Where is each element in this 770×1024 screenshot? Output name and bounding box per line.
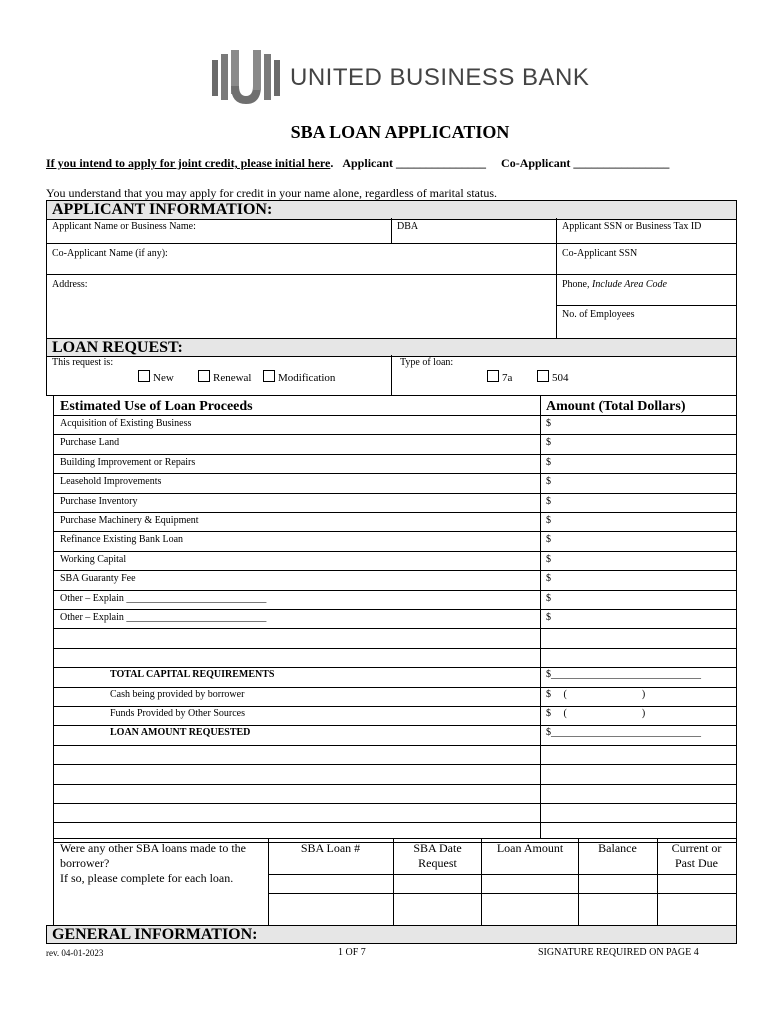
phone-field[interactable] — [562, 279, 667, 290]
cash-borrower-label: Cash being provided by borrower — [110, 689, 245, 700]
coapplicant-name-field[interactable]: Co-Applicant Name (if any): — [52, 248, 168, 259]
proceeds-row-label: Other – Explain ____________________________ — [60, 593, 267, 604]
checkbox-7a[interactable] — [487, 370, 512, 384]
other-sources-value[interactable]: $ ( ) — [546, 708, 646, 719]
coapplicant-ssn-field[interactable]: Co-Applicant SSN — [562, 248, 638, 259]
loan-amount-label: LOAN AMOUNT REQUESTED — [110, 727, 251, 738]
proceeds-row-amount[interactable]: $ — [546, 515, 551, 526]
proceeds-row-label: Purchase Inventory — [60, 496, 138, 507]
checkbox-renewal-label: Renewal — [213, 372, 252, 384]
revision-date: rev. 04-01-2023 — [46, 948, 104, 958]
joint-credit-text: If you intend to apply for joint credit, please initial here — [46, 156, 331, 170]
coapplicant-initial-field[interactable]: Co-Applicant ________________ — [501, 156, 670, 170]
signature-note: SIGNATURE REQUIRED ON PAGE 4 — [538, 947, 699, 958]
proceeds-row-amount[interactable]: $ — [546, 554, 551, 565]
checkbox-modification-label: Modification — [278, 372, 336, 384]
checkbox-new[interactable] — [138, 370, 174, 384]
col-sba-loan-number: SBA Loan # — [300, 841, 361, 855]
col-loan-amount: Loan Amount — [496, 841, 564, 855]
proceeds-row-amount[interactable]: $ — [546, 418, 551, 429]
cash-borrower-value[interactable]: $ ( ) — [546, 689, 646, 700]
checkbox-504[interactable] — [537, 370, 569, 384]
bank-name: UNITED BUSINESS BANK — [290, 64, 590, 91]
phone-label: Phone, — [562, 279, 590, 290]
proceeds-row-label: Leasehold Improvements — [60, 476, 162, 487]
checkbox-new-box[interactable] — [138, 370, 150, 382]
proceeds-row-amount[interactable]: $ — [546, 573, 551, 584]
other-sources-label: Funds Provided by Other Sources — [110, 708, 245, 719]
bank-logo-mark — [212, 50, 280, 106]
proceeds-row-label: Building Improvement or Repairs — [60, 457, 196, 468]
proceeds-row-amount[interactable]: $ — [546, 534, 551, 545]
proceeds-row-label: Acquisition of Existing Business — [60, 418, 192, 429]
proceeds-row-label: Purchase Land — [60, 437, 120, 448]
proceeds-row-amount[interactable]: $ — [546, 437, 551, 448]
checkbox-new-label: New — [153, 372, 174, 384]
col-current-past-due: Current or Past Due — [671, 841, 722, 870]
marital-notice: You understand that you may apply for credit in your name alone, regardless of marital status. — [46, 186, 498, 200]
proceeds-row-amount[interactable]: $ — [546, 457, 551, 468]
col-balance: Balance — [598, 841, 637, 855]
page-number: 1 OF 7 — [338, 947, 366, 958]
proceeds-header: Estimated Use of Loan Proceeds — [60, 399, 253, 414]
checkbox-504-label: 504 — [552, 372, 569, 384]
general-info-title: GENERAL INFORMATION: — [52, 926, 258, 943]
employees-field[interactable]: No. of Employees — [562, 309, 635, 320]
proceeds-row-label: SBA Guaranty Fee — [60, 573, 136, 584]
applicant-name-field[interactable]: Applicant Name or Business Name: — [52, 221, 196, 232]
proceeds-row-amount[interactable]: $ — [546, 612, 551, 623]
bank-logo — [212, 50, 590, 106]
applicant-ssn-field[interactable]: Applicant SSN or Business Tax ID — [562, 221, 702, 232]
joint-credit-line: If you intend to apply for joint credit, please initial here. Applicant _______________ Co-Applicant ________________ — [46, 156, 670, 170]
request-type-label: This request is: — [52, 357, 114, 368]
general-info-header — [46, 925, 736, 944]
proceeds-row-label: Purchase Machinery & Equipment — [60, 515, 199, 526]
total-capital-label: TOTAL CAPITAL REQUIREMENTS — [110, 669, 275, 680]
address-field[interactable]: Address: — [52, 279, 88, 290]
page-title: SBA LOAN APPLICATION — [290, 122, 510, 142]
loan-request-title: LOAN REQUEST: — [52, 339, 183, 356]
col-sba-date-request: SBA Date Request — [413, 841, 462, 870]
phone-hint: Include Area Code — [592, 279, 667, 290]
applicant-initial-field[interactable]: Applicant _______________ — [342, 156, 487, 170]
checkbox-504-box[interactable] — [537, 370, 549, 382]
checkbox-modification-box[interactable] — [263, 370, 275, 382]
checkbox-modification[interactable] — [263, 370, 335, 384]
proceeds-row-amount[interactable]: $ — [546, 496, 551, 507]
loan-type-label: Type of loan: — [400, 357, 454, 368]
applicant-info-title: APPLICANT INFORMATION: — [52, 201, 273, 218]
other-sba-question: Were any other SBA loans made to the borrower? — [60, 841, 246, 870]
applicant-info-header — [46, 200, 736, 220]
total-capital-value[interactable]: $______________________________ — [546, 669, 701, 680]
proceeds-row-label: Other – Explain ____________________________ — [60, 612, 267, 623]
checkbox-renewal-box[interactable] — [198, 370, 210, 382]
proceeds-row-amount[interactable]: $ — [546, 593, 551, 604]
loan-amount-value[interactable]: $______________________________ — [546, 727, 701, 738]
other-sba-instruction: If so, please complete for each loan. — [60, 871, 234, 885]
proceeds-row-amount[interactable]: $ — [546, 476, 551, 487]
proceeds-row-label: Working Capital — [60, 554, 127, 565]
proceeds-row-label: Refinance Existing Bank Loan — [60, 534, 184, 545]
checkbox-renewal[interactable] — [198, 370, 251, 384]
amount-header: Amount (Total Dollars) — [546, 399, 686, 414]
checkbox-7a-box[interactable] — [487, 370, 499, 382]
dba-field[interactable]: DBA — [397, 221, 419, 232]
checkbox-7a-label: 7a — [502, 372, 513, 384]
